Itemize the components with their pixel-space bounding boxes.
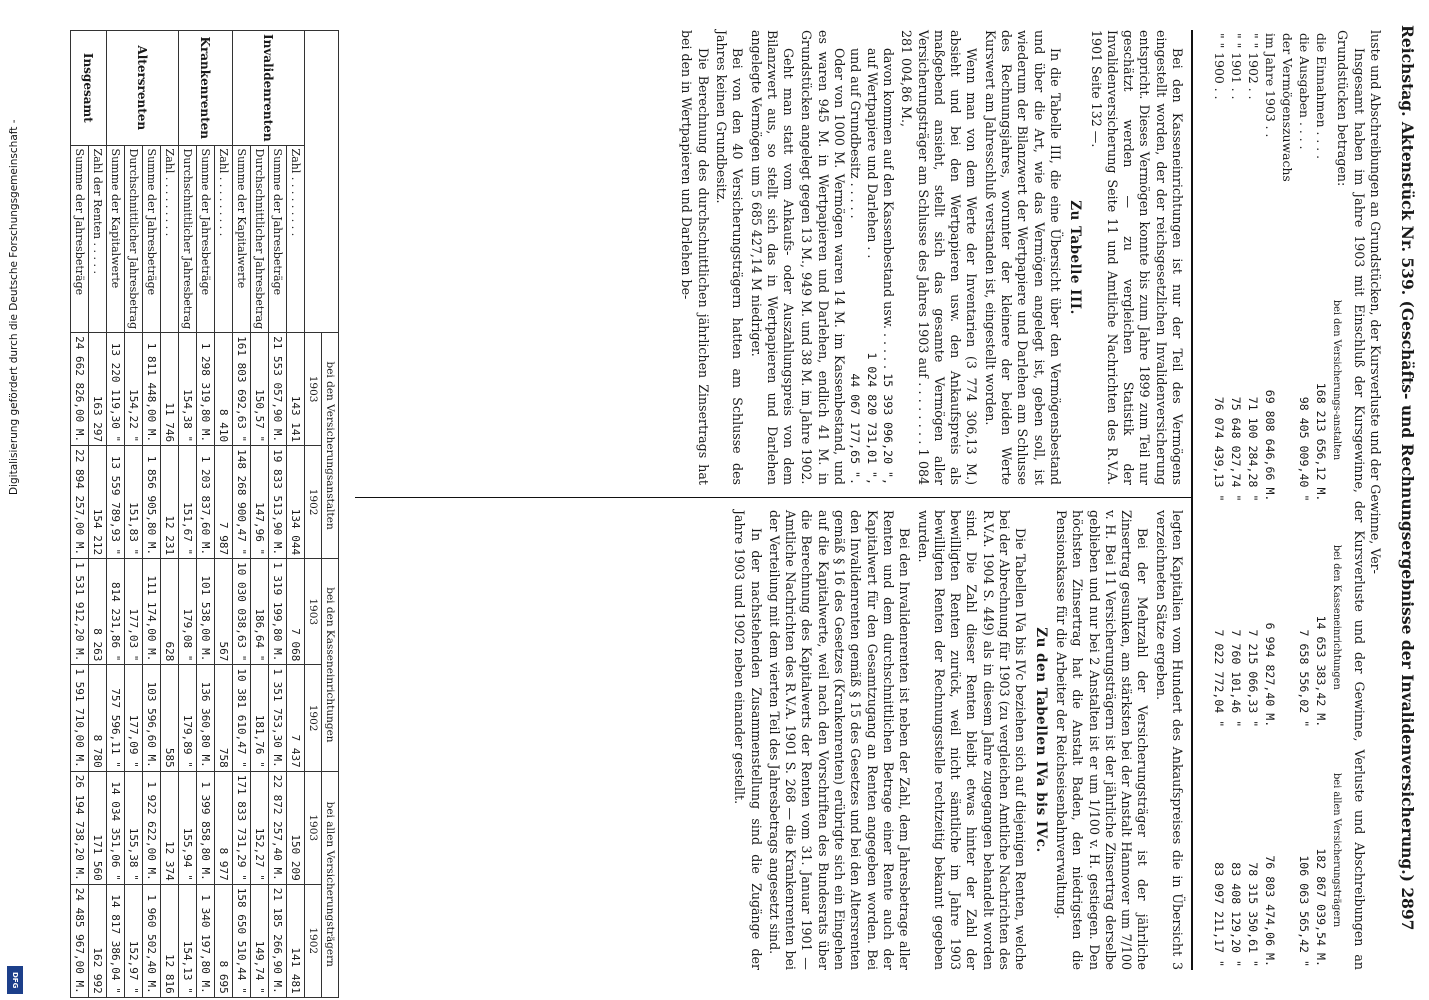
rent-value: 151,83 " <box>125 446 143 559</box>
income-col-label <box>1330 30 1343 256</box>
rent-value: 8 977 <box>215 771 233 884</box>
rent-value: 22 894 257,00 M. <box>71 446 89 559</box>
income-label: " " 1901 . . <box>1229 33 1244 100</box>
income-ke: 6 994 827,40 M. <box>1263 622 1277 728</box>
rent-value: 22 872 257,40 M. <box>269 771 287 884</box>
rent-value: 1 319 199,80 M. <box>269 559 287 665</box>
rent-year: 1903 <box>305 559 322 665</box>
rent-row-label: Zahl . . . . . . . . . <box>215 145 233 333</box>
rent-year: 1902 <box>305 446 322 559</box>
rent-value: 154,22 " <box>125 333 143 446</box>
rent-value: 1 298 319,80 M. <box>197 333 215 446</box>
income-va: 69 808 646,66 M. <box>1263 389 1277 502</box>
rent-value: 1 856 905,80 M. <box>143 446 161 559</box>
rent-value: 134 044 <box>287 446 305 559</box>
left-p5: Geht man statt vom Ankaufs- oder Auszahlungspreis von dem Bilanzwert aus, so stellt sich das in Wertpapieren und Darlehen angelegte Vermögen um 5 685 427,14 M niedriger. <box>748 30 797 485</box>
left-p4: Oder von 1000 M. Vermögen waren 14 M. im Kassenbestand, und es waren 945 M. in Wertpapieren und Darlehen, endlich 41 M. in Grundstücken angelegt gegen 13 M., 949 M. und 38 M. im Jahre 1902. <box>799 30 848 485</box>
rent-row <box>251 31 269 998</box>
rent-row <box>89 31 107 998</box>
income-label: " " 1902 . . <box>1246 33 1261 100</box>
rent-value: 149,74 " <box>251 884 269 997</box>
income-table <box>1211 30 1343 970</box>
rent-value: 101 538,00 M. <box>197 559 215 665</box>
breakdown-value: 15 393 096,20 ", <box>880 373 895 485</box>
rent-value: 143 141 <box>287 333 305 446</box>
rent-value: 111 174,00 M. <box>143 559 161 665</box>
rent-value: 1 203 837,60 M. <box>197 446 215 559</box>
rent-row-label: Durchschnittlicher Jahresbetrag <box>251 145 269 333</box>
rent-group-invalidenrenten: Invalidenrenten <box>233 31 305 146</box>
rent-value: 179,89 " <box>179 665 197 771</box>
rent-value: 186,64 " <box>251 559 269 665</box>
rent-value: 148 268 900,47 " <box>233 446 251 559</box>
income-row <box>1211 30 1228 970</box>
income-va: 71 100 284,28 " <box>1246 396 1260 502</box>
income-label: im Jahre 1903 . . <box>1263 33 1278 138</box>
rent-value: 147,96 " <box>251 446 269 559</box>
income-label: der Vermögenszuwachs <box>1280 33 1295 182</box>
rent-value: 758 <box>215 665 233 771</box>
breakdown-row <box>847 30 863 485</box>
rent-value: 757 596,11 " <box>107 665 125 771</box>
income-va: 168 213 656,12 M. <box>1314 382 1328 502</box>
heading-tabelle-iii: Zu Tabelle III. <box>1067 200 1084 315</box>
rent-value: 814 231,86 " <box>107 559 125 665</box>
right-p3: Die Tabellen IVa bis IVc beziehen sich auf diejenigen Renten, welche bei der Abrechnung für 1903 (zu vergleichen Amtliche Nachrichten des R.V.A. 1904 S. 449) als in diesem Jahre zugegangen behandelt worden sind. Die Zahl dieser Renten bleibt etwas hinter der Zahl der bewilligten Renten zurück, weil nicht sämtliche im Jahre 1903 bewilligten Renten der Rechnungsstelle rechtzeitig bekannt gegeben wurden. <box>915 510 1029 970</box>
left-p2: In die Tabelle III, die eine Übersicht über den Vermögensbestand und über die Art, wie das Vermögen angelegt ist, geben soll, ist wiederum der Bilanzwert der Wertpapiere und Darlehen am Schlusse des Rechnungsjahres, worunter der kleinere der beiden Werte Kurswert am Jahresschluß verstanden ist, eingestellt worden. <box>982 30 1063 485</box>
rent-row <box>161 31 179 998</box>
rent-row <box>143 31 161 998</box>
income-all: 76 803 474,06 M. <box>1263 855 1277 967</box>
header-subtitle: luste und Abschreibungen an Grundstücken, der Kursverluste und der Gewinne, Ver- <box>1368 30 1383 574</box>
rent-value: 8 410 <box>215 333 233 446</box>
rent-row <box>197 31 215 998</box>
income-all: 182 867 039,54 M. <box>1314 848 1328 967</box>
rent-colgroup-all: bei allen Versicherungsträgern <box>322 771 339 997</box>
breakdown-row <box>863 30 879 485</box>
income-row <box>1296 30 1313 970</box>
rent-value: 154,38 " <box>179 333 197 446</box>
income-col-ke: bei den Kasseneinrichtungen <box>1331 544 1342 690</box>
income-all: 83 408 129,20 " <box>1229 862 1243 967</box>
income-row <box>1228 30 1245 970</box>
rent-value: 8 263 <box>89 559 107 665</box>
rent-group-insgesamt: Insgesamt <box>71 31 107 146</box>
rent-value: 103 596,60 M. <box>143 665 161 771</box>
right-p4: Bei den Invalidenrenten ist neben der Zahl, dem Jahresbetrage aller Renten und dem durchschnittlichen Betrage einer Rente auch der Kapitalwert für den Gesamtzugang an Renten angegeben worden. Bei den Invalidenrenten gemäß § 15 des Gesetzes und bei den Altersrenten gemäß § 16 des Gesetzes (Krankenrenten) erübrigte sich ein Eingehen auf die Kapitalwerte, weil nach den Vorschriften des Bundesrats über die Berechnung des Kapitalwerts der Renten vom 31. Januar 1901 — Amtliche Nachrichten des R.V.A. 1901 S. 268 — die Krankenrenten bei der Verteilung mit dem vierten Teil des Jahresbetrags angesetzt sind. <box>766 510 913 970</box>
rent-value: 14 034 351,06 " <box>107 771 125 884</box>
rent-value: 585 <box>161 665 179 771</box>
rent-value: 10 030 038,63 " <box>233 559 251 665</box>
rent-value: 150,57 " <box>251 333 269 446</box>
income-table-body <box>1211 30 1330 970</box>
rent-value: 21 185 266,90 M. <box>269 884 287 997</box>
rent-table-corner <box>305 31 339 333</box>
right-p5: In der nachstehenden Zusammenstellung sind die Zugänge der Jahre 1903 und 1902 neben einander gestellt. <box>732 510 764 970</box>
rent-value: 1 531 912,20 M. <box>71 559 89 665</box>
rent-value: 151,67 " <box>179 446 197 559</box>
rent-value: 162 992 <box>89 884 107 997</box>
rent-value: 7 437 <box>287 665 305 771</box>
income-row <box>1262 30 1279 970</box>
rent-value: 24 485 967,00 M. <box>71 884 89 997</box>
rent-value: 1 591 710,00 M. <box>71 665 89 771</box>
rent-year: 1903 <box>305 333 322 446</box>
left-p7: Die Berechnung des durchschnittlichen jährlichen Zinsertrags hat bei den in Wertpapieren und Darlehen be- <box>679 30 711 485</box>
rent-row <box>107 31 125 998</box>
rent-value: 1 960 502,40 M. <box>143 884 161 997</box>
rent-value: 179,08 " <box>179 559 197 665</box>
income-ke: 7 760 101,46 " <box>1229 629 1243 728</box>
rent-value: 177,09 " <box>125 665 143 771</box>
page-header <box>1379 25 1417 980</box>
rent-value: 154 212 <box>89 446 107 559</box>
rent-year: 1903 <box>305 771 322 884</box>
income-all <box>1279 730 1296 970</box>
income-ke: 7 215 066,33 " <box>1246 629 1260 728</box>
rent-value: 152,27 " <box>251 771 269 884</box>
rent-value: 21 553 057,90 M. <box>269 333 287 446</box>
breakdown-label: davon kommen auf den Kassenbestand usw. . . . . . <box>880 48 896 369</box>
rent-year: 1902 <box>305 665 322 771</box>
breakdown-label: und auf Grundbesitz . . . . . <box>848 48 864 219</box>
income-col-all: bei allen Versicherungsträgern <box>1331 773 1342 928</box>
rent-row-label: Summe der Jahresbeträge <box>143 145 161 333</box>
rent-value: 24 662 826,00 M. <box>71 333 89 446</box>
rent-value: 1 811 448,00 M. <box>143 333 161 446</box>
income-ke: 7 022 772,04 " <box>1212 629 1226 728</box>
rent-table <box>70 30 339 998</box>
rent-value: 10 381 610,47 " <box>233 665 251 771</box>
income-row <box>1279 30 1296 970</box>
breakdown-row <box>880 30 896 485</box>
rent-value: 155,94 " <box>179 771 197 884</box>
intro-text: Insgesamt haben im Jahre 1903 mit Einschluß der Kursgewinne, der Kursverluste und der Gewinne, Verluste und Abschreibungen an Grundstücken betragen: <box>1335 30 1367 970</box>
rent-row <box>287 31 305 998</box>
rent-value: 8 695 <box>215 884 233 997</box>
rent-value: 177,03 " <box>125 559 143 665</box>
rent-row <box>125 31 143 998</box>
income-ke: 7 658 556,02 " <box>1297 629 1311 728</box>
rent-value: 1 351 753,30 M. <box>269 665 287 771</box>
rent-value: 171 833 731,29 " <box>233 771 251 884</box>
rent-row-label: Summe der Jahresbeträge <box>269 145 287 333</box>
rent-value: 628 <box>161 559 179 665</box>
rent-row-label: Summe der Jahresbeträge <box>197 145 215 333</box>
rent-row-label: Summe der Kapitalwerte <box>233 145 251 333</box>
left-p3: Wenn man von dem Werte der Inventarien (3 774 306,13 M.) absieht und bei den Wertpapieren usw. den Ankaufspreis als maßgebend ansieht, stellt sich das gesamte Vermögen aller Versicherungsträger am Schlusse des Jahres 1903 auf . . . . . . . . 1 084 281 004,86 M., <box>899 30 980 485</box>
income-va: 98 405 009,40 " <box>1297 396 1311 502</box>
income-col-va: bei den Versicherungs-anstalten <box>1331 299 1342 461</box>
rent-value: 161 803 692,63 " <box>233 333 251 446</box>
asset-breakdown <box>847 30 896 485</box>
rent-value: 7 987 <box>215 446 233 559</box>
income-all: 83 097 211,17 " <box>1212 862 1226 967</box>
rent-row-label: Summe der Jahresbeträge <box>71 145 89 333</box>
rent-value: 163 297 <box>89 333 107 446</box>
rent-value: 14 817 386,04 " <box>107 884 125 997</box>
rent-colgroup-ke: bei den Kasseneinrichtungen <box>322 559 339 772</box>
income-all: 106 063 565,42 " <box>1297 855 1311 967</box>
right-p2: Bei der Mehrzahl der Versicherungsträger ist der jährliche Zinsertrag gesunken, am stärksten bei der Anstalt Hannover um 7/100 v. H. Bei 11 Versicherungsträgern ist der jährliche Zinsertrag derselbe geblieben und nur bei 2 Anstalten ist er um 1/100 v. H. gestiegen. Den höchsten Zinsertrag hat die Anstalt Baden, den niedrigsten die Pensionskasse für die Arbeiter der Reichseisenbahnverwaltung. <box>1053 510 1151 970</box>
rent-value: 181,76 " <box>251 665 269 771</box>
rent-value: 12 374 <box>161 771 179 884</box>
income-table-wrap <box>1211 30 1343 970</box>
rent-value: 154,13 " <box>179 884 197 997</box>
rent-value: 19 833 513,90 M. <box>269 446 287 559</box>
rent-value: 1 399 858,80 M. <box>197 771 215 884</box>
income-all: 78 315 350,61 " <box>1246 862 1260 967</box>
column-rule <box>355 497 1191 498</box>
rent-value: 158 650 510,44 " <box>233 884 251 997</box>
rent-row <box>71 31 89 998</box>
rent-value: 11 746 <box>161 333 179 446</box>
right-column <box>729 510 1185 970</box>
rent-row <box>269 31 287 998</box>
breakdown-label: auf Wertpapiere und Darlehen . . <box>864 48 880 259</box>
dfg-logo: DFG <box>7 966 23 994</box>
rent-value: 7 068 <box>287 559 305 665</box>
income-ke: 14 653 383,42 M. <box>1314 615 1328 728</box>
income-label: " " 1900 . . <box>1212 33 1227 100</box>
rent-value: 8 780 <box>89 665 107 771</box>
rent-value: 13 220 119,30 " <box>107 333 125 446</box>
rent-row-label: Zahl der Renten . . . . . <box>89 145 107 333</box>
rent-value: 1 340 197,80 M. <box>197 884 215 997</box>
rent-row <box>179 31 197 998</box>
rent-row <box>233 31 251 998</box>
left-p6: Bei von den 40 Versicherungsträgern hatten am Schlusse des Jahres keinen Grundbesitz. <box>713 30 746 485</box>
rent-colgroup-va: bei den Versicherungsanstalten <box>322 333 339 559</box>
rent-row-label: Zahl . . . . . . . . . <box>287 145 305 333</box>
rent-value: 12 231 <box>161 446 179 559</box>
header-title: Reichstag. Aktenstück Nr. 539. (Geschäfts- und Rechnungsergebnisse der Invalidenversicherung.) 2897 <box>1398 25 1417 931</box>
rent-group-altersrenten: Altersrenten <box>107 31 179 146</box>
rent-value: 155,38 " <box>125 771 143 884</box>
breakdown-value: 44 067 177,65 ". <box>848 373 863 485</box>
rent-value: 136 360,80 M. <box>197 665 215 771</box>
rent-value: 152,97 " <box>125 884 143 997</box>
income-label: die Ausgaben . . . . <box>1297 33 1312 150</box>
rent-table-body <box>71 31 305 998</box>
right-p1: legten Kapitalien vom Hundert des Ankaufspreises die in Übersicht 3 verzeichneten Sätze ergeben. <box>1153 510 1185 970</box>
dfg-credit: Digitalisierung gefördert durch die Deutsche Forschungsgemeinschaft - <box>8 119 20 495</box>
rent-value: 171 560 <box>89 771 107 884</box>
income-va: 75 648 027,74 " <box>1229 396 1243 502</box>
rent-value: 1 922 622,00 M. <box>143 771 161 884</box>
income-row <box>1245 30 1262 970</box>
rent-value: 141 481 <box>287 884 305 997</box>
heading-tabellen-iv: Zu den Tabellen IVa bis IVc. <box>1032 627 1049 853</box>
income-row <box>1313 30 1330 970</box>
rent-value: 150 209 <box>287 771 305 884</box>
income-label: die Einnahmen . . . . <box>1314 33 1329 160</box>
income-ke <box>1279 504 1296 730</box>
rent-group-krankenrenten: Krankenrenten <box>179 31 233 146</box>
breakdown-value: 1 024 820 731,01 ", <box>864 352 879 485</box>
rent-row <box>215 31 233 998</box>
rent-value: 12 816 <box>161 884 179 997</box>
rent-row-label: Summe der Kapitalwerte <box>107 145 125 333</box>
income-va <box>1279 256 1296 505</box>
rent-row-label: Zahl . . . . . . . . . <box>161 145 179 333</box>
rent-value: 26 194 738,20 M. <box>71 771 89 884</box>
sidebar <box>4 0 26 1000</box>
income-va: 76 074 439,13 " <box>1212 396 1226 502</box>
divider <box>1191 30 1193 970</box>
left-column <box>676 30 1185 485</box>
rent-row-label: Durchschnittlicher Jahresbetrag <box>179 145 197 333</box>
left-p1: Bei den Kasseneinrichtungen ist nur der Teil des Vermögens eingestellt worden, der der reichsgesetzlichen Invalidenversicherung entspricht. Dieses Vermögen konnte bis zum Jahre 1899 zum Teil nur geschätzt werden — zu vergleichen Statistik der Invalidenversicherung Seite 11 und Amtliche Nachrichten des R.V.A. 1901 Seite 132 —. <box>1088 30 1185 485</box>
rent-year: 1902 <box>305 884 322 997</box>
rent-value: 13 559 789,93 " <box>107 446 125 559</box>
rent-value: 567 <box>215 559 233 665</box>
rent-row-label: Durchschnittlicher Jahresbetrag <box>125 145 143 333</box>
